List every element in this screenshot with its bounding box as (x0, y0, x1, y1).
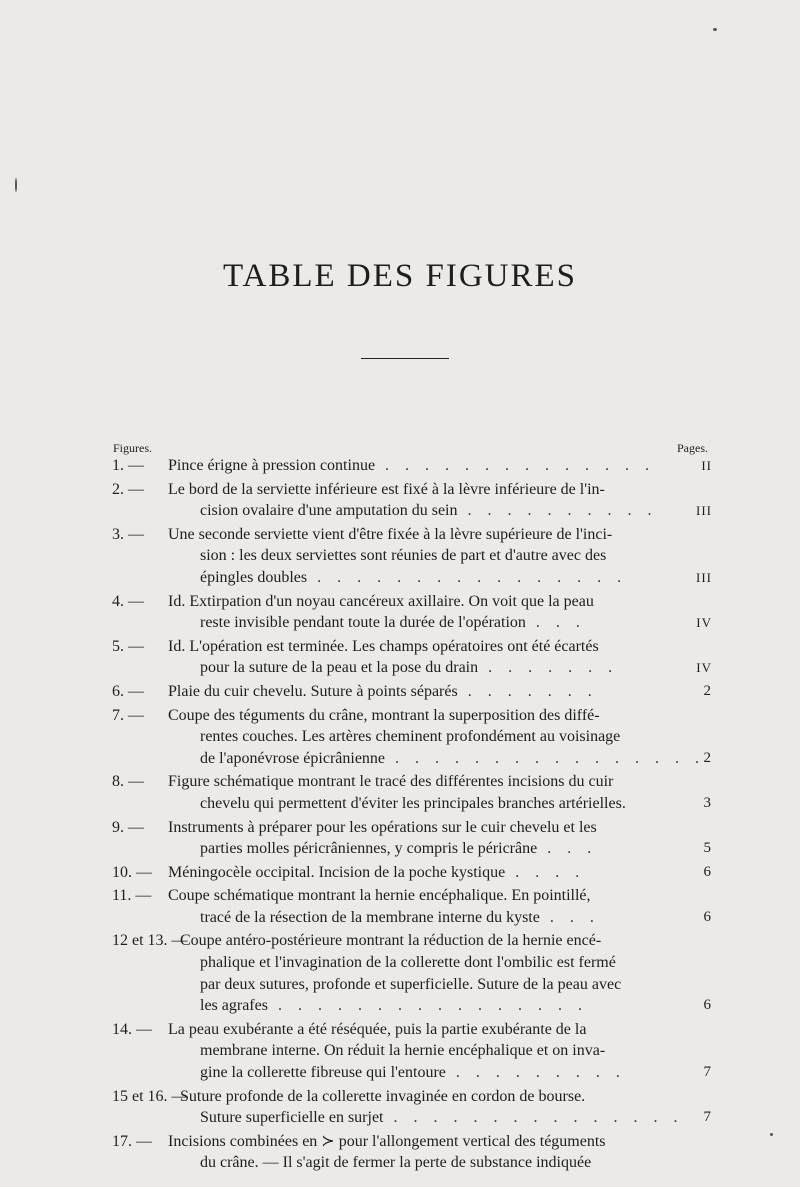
dot-leader: . . . (525, 614, 586, 632)
figure-caption-line: Coupe schématique montrant la hernie encéphalique. En pointillé, (168, 887, 591, 905)
figure-number: 11. — (112, 887, 152, 905)
dot-leader: . . . . . . . . . . . . . . . (383, 1109, 684, 1127)
figure-entry (112, 885, 712, 928)
figure-caption-line: Figure schématique montrant le tracé des différentes incisions du cuir (168, 773, 614, 791)
figure-caption-line: phalique et l'invagination de la collerette dont l'ombilic est fermé (200, 954, 616, 972)
dot-leader: . . . . . . . . . . (457, 502, 658, 520)
page-number: 2 (703, 682, 712, 699)
figure-caption-line: cision ovalaire d'une amputation du sein (200, 502, 458, 520)
figure-caption-line: Le bord de la serviette inférieure est fixé à la lèvre inférieure de l'in- (168, 480, 605, 498)
figure-caption-line: Suture superficielle en surjet (200, 1109, 384, 1127)
page-number: IV (696, 615, 712, 631)
figure-entry (112, 771, 712, 814)
paper-speck (713, 28, 717, 31)
figure-caption-line: Plaie du cuir chevelu. Suture à points séparés (168, 682, 458, 700)
figure-number: 4. — (112, 592, 144, 610)
figure-caption-line: de l'aponévrose épicrânienne (200, 749, 386, 767)
page-number: 2 (703, 749, 712, 766)
figure-number: 3. — (112, 525, 144, 543)
figure-entry (112, 591, 712, 634)
dot-leader: . . . (539, 908, 600, 926)
page-number: III (696, 569, 712, 585)
page-number: II (701, 458, 712, 473)
figure-number: 14. — (112, 1020, 152, 1038)
paper-speck (770, 1133, 773, 1136)
dot-leader: . . . . . . . . . . . . . . . . (385, 749, 706, 767)
figure-number: 2. — (112, 480, 144, 498)
figure-number: 5. — (112, 637, 144, 655)
figure-list (112, 455, 712, 1176)
figure-caption-line: sion : les deux serviettes sont réunies de part et d'autre avec des (200, 547, 607, 565)
figures-column-header: Figures. (113, 441, 152, 455)
figure-entry (112, 1086, 712, 1129)
figure-caption-line: La peau exubérante a été réséquée, puis la partie exubérante de la (168, 1020, 587, 1038)
figure-number: 12 et 13. — (112, 932, 188, 950)
figure-caption-line: épingles doubles (200, 568, 308, 586)
dot-leader: . . . . . . . . . . . . . . (375, 457, 656, 474)
figure-number: 10. — (112, 863, 152, 881)
paper-speck (15, 178, 17, 192)
figure-number: 1. — (112, 457, 144, 474)
figure-entry (112, 455, 712, 477)
figure-caption-line: Instruments à préparer pour les opérations sur le cuir chevelu et les (168, 818, 597, 836)
dot-leader: . . . (537, 840, 598, 858)
figure-caption-line: Méningocèle occipital. Incision de la poche kystique (168, 863, 506, 881)
page-number: 6 (703, 863, 712, 880)
figure-number: 17. — (112, 1132, 152, 1150)
figure-entry (112, 930, 712, 1016)
figure-entry (112, 479, 712, 522)
page-number: 7 (703, 1064, 712, 1081)
figure-entry (112, 636, 712, 679)
dot-leader: . . . . . . . . . (445, 1064, 626, 1082)
figure-caption-line: les agrafes (200, 997, 268, 1015)
dot-leader: . . . . . . . (478, 659, 619, 677)
figure-entry (112, 524, 712, 589)
figure-caption-line: Une seconde serviette vient d'être fixée à la lèvre supérieure de l'inci- (168, 525, 613, 543)
figure-entry (112, 1131, 712, 1174)
figure-caption-line: rentes couches. Les artères cheminent profondément au voisinage (200, 728, 621, 746)
dot-leader: . . . . . . . . . . . . . . . . (307, 568, 628, 586)
figure-number: 15 et 16. — (112, 1087, 188, 1105)
figure-caption-line: chevelu qui permettent d'éviter les principales branches artérielles. (200, 794, 626, 812)
title-rule (361, 358, 449, 359)
figure-number: 9. — (112, 818, 144, 836)
pages-column-header: Pages. (677, 441, 708, 455)
figure-caption-line: par deux sutures, profonde et superficielle. Suture de la peau avec (200, 975, 622, 993)
figure-caption-line: Suture profonde de la collerette invaginée en cordon de bourse. (180, 1087, 586, 1105)
figure-number: 8. — (112, 773, 144, 791)
figure-entry (112, 862, 712, 884)
figure-number: 6. — (112, 682, 144, 700)
page-title: TABLE DES FIGURES (222, 258, 578, 294)
page-number: 6 (703, 908, 712, 925)
page-number: IV (696, 660, 712, 676)
figure-number: 7. — (112, 706, 144, 724)
dot-leader: . . . . (505, 863, 586, 881)
figure-caption-line: reste invisible pendant toute la durée de l'opération (200, 614, 526, 632)
page-number: III (696, 503, 712, 519)
page-number: 7 (703, 1109, 712, 1126)
figure-caption-line: tracé de la résection de la membrane interne du kyste (200, 908, 540, 926)
figure-caption-line: Coupe des téguments du crâne, montrant la superposition des diffé- (168, 706, 600, 724)
page-number: 6 (703, 997, 712, 1014)
figure-entry (112, 1019, 712, 1084)
figure-caption-line: du crâne. — Il s'agit de fermer la perte de substance indiquée (200, 1154, 592, 1172)
figure-caption-line: parties molles péricrâniennes, y compris le péricrâne (200, 840, 538, 858)
figure-caption-line: Id. L'opération est terminée. Les champs opératoires ont été écartés (168, 637, 599, 655)
page-number: 5 (703, 840, 712, 857)
figure-entry (112, 705, 712, 770)
figure-caption-line: membrane interne. On réduit la hernie encéphalique et on inva- (200, 1042, 606, 1060)
figure-caption-line: Id. Extirpation d'un noyau cancéreux axillaire. On voit que la peau (168, 592, 594, 610)
figure-caption-line: Pince érigne à pression continue (168, 457, 376, 474)
dot-leader: . . . . . . . . . . . . . . . . (267, 997, 588, 1015)
page-number: 3 (703, 794, 712, 811)
figure-entry (112, 681, 712, 703)
figure-entry (112, 817, 712, 860)
figure-caption-line: gine la collerette fibreuse qui l'entoure (200, 1064, 446, 1082)
figure-caption-line: Coupe antéro-postérieure montrant la réduction de la hernie encé- (180, 932, 602, 950)
dot-leader: . . . . . . . (457, 682, 598, 700)
figure-caption-line: Incisions combinées en ≻ pour l'allongement vertical des téguments (168, 1132, 606, 1150)
figure-caption-line: pour la suture de la peau et la pose du drain (200, 659, 479, 677)
